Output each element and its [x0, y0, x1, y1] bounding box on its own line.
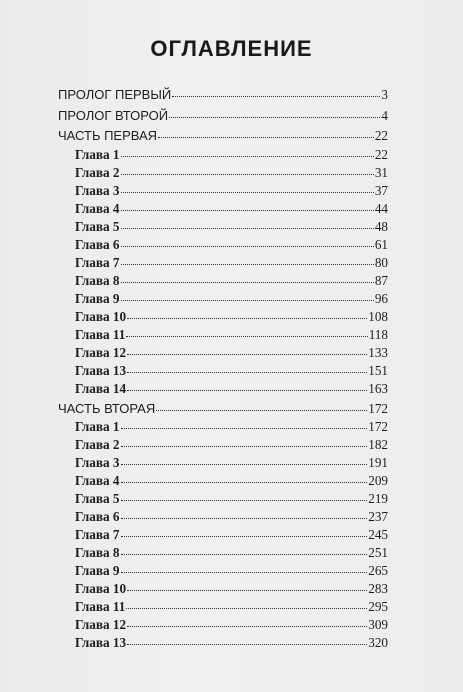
toc-chapter-entry [75, 454, 388, 471]
toc-page-number: 4 [381, 108, 388, 123]
toc-chapter-entry [75, 326, 388, 343]
toc-chapter-entry [75, 490, 388, 507]
toc-entry-label: ЧАСТЬ ПЕРВАЯ [58, 128, 158, 143]
toc-chapter-entry [75, 272, 388, 289]
toc-entry-label: ПРОЛОГ ВТОРОЙ [58, 108, 169, 123]
dot-leader [121, 536, 368, 537]
dot-leader [121, 246, 374, 247]
toc-entry-label: Глава 7 [75, 527, 120, 542]
toc-entry-label: Глава 10 [75, 581, 127, 596]
dot-leader [169, 117, 380, 118]
toc-page-number: 22 [374, 128, 388, 143]
toc-chapter-entry [75, 344, 388, 361]
toc-entry-label: Глава 13 [75, 363, 127, 378]
toc-entry-label: Глава 4 [75, 473, 120, 488]
dot-leader [126, 608, 367, 609]
toc-chapter-entry [75, 580, 388, 597]
toc-chapter-entry [75, 562, 388, 579]
toc-chapter-entry [75, 218, 388, 235]
dot-leader [121, 464, 368, 465]
dot-leader [121, 572, 368, 573]
toc-entry-label: Глава 3 [75, 183, 120, 198]
toc-chapter-entry [75, 290, 388, 307]
toc-chapter-entry [75, 164, 388, 181]
toc-page-number: 61 [374, 237, 388, 252]
toc-chapter-entry [75, 308, 388, 325]
toc-part-entry [58, 86, 388, 103]
toc-page-number: 219 [368, 491, 388, 506]
toc-chapter-entry [75, 362, 388, 379]
dot-leader [158, 137, 374, 138]
dot-leader [121, 428, 368, 429]
toc-page-number: 191 [368, 455, 388, 470]
toc-entry-label: Глава 11 [75, 327, 126, 342]
toc-chapter-entry [75, 182, 388, 199]
toc-page-number: 37 [374, 183, 388, 198]
toc-chapter-entry [75, 254, 388, 271]
dot-leader [121, 282, 374, 283]
toc-chapter-entry [75, 380, 388, 397]
toc-chapter-entry [75, 418, 388, 435]
toc-page-number: 209 [368, 473, 388, 488]
toc-page-number: 108 [368, 309, 388, 324]
toc-chapter-entry [75, 526, 388, 543]
toc-entry-label: Глава 12 [75, 345, 127, 360]
toc-chapter-entry [75, 634, 388, 651]
toc-part-entry [58, 127, 388, 144]
toc-chapter-entry [75, 544, 388, 561]
dot-leader [121, 210, 374, 211]
toc-chapter-entry [75, 616, 388, 633]
toc-entry-label: Глава 5 [75, 491, 120, 506]
toc-page-number: 283 [368, 581, 388, 596]
dot-leader [127, 354, 367, 355]
toc-entry-label: Глава 13 [75, 635, 127, 650]
toc-page-number: 265 [368, 563, 388, 578]
dot-leader [127, 318, 367, 319]
dot-leader [121, 482, 368, 483]
toc-page-number: 87 [374, 273, 388, 288]
dot-leader [121, 156, 374, 157]
toc-entry-label: Глава 9 [75, 291, 120, 306]
toc-chapter-entry [75, 146, 388, 163]
dot-leader [121, 228, 374, 229]
toc-page-number: 31 [374, 165, 388, 180]
dot-leader [172, 96, 380, 97]
dot-leader [121, 264, 374, 265]
dot-leader [126, 336, 367, 337]
toc-entry-label: Глава 7 [75, 255, 120, 270]
toc-page-number: 118 [368, 327, 388, 342]
toc-page-number: 133 [368, 345, 388, 360]
dot-leader [121, 192, 374, 193]
dot-leader [127, 390, 367, 391]
toc-entry-label: ПРОЛОГ ПЕРВЫЙ [58, 87, 172, 102]
toc-entry-label: Глава 3 [75, 455, 120, 470]
toc-entry-label: Глава 4 [75, 201, 120, 216]
toc-page-number: 172 [368, 401, 388, 416]
dot-leader [121, 174, 374, 175]
toc-page-number: 245 [368, 527, 388, 542]
toc-entry-label: Глава 8 [75, 545, 120, 560]
dot-leader [121, 446, 368, 447]
toc-entry-label: Глава 1 [75, 147, 120, 162]
dot-leader [127, 626, 367, 627]
toc-chapter-entry [75, 200, 388, 217]
dot-leader [127, 590, 367, 591]
toc-chapter-entry [75, 508, 388, 525]
toc-page-number: 251 [368, 545, 388, 560]
toc-entry-label: Глава 6 [75, 509, 120, 524]
toc-entry-label: Глава 8 [75, 273, 120, 288]
toc-entry-label: Глава 9 [75, 563, 120, 578]
toc-entry-label: Глава 6 [75, 237, 120, 252]
toc-page-number: 237 [368, 509, 388, 524]
page-title: ОГЛАВЛЕНИЕ [150, 36, 313, 61]
toc-page-number: 295 [368, 599, 388, 614]
dot-leader [121, 518, 368, 519]
dot-leader [127, 644, 367, 645]
toc-page-number: 172 [368, 419, 388, 434]
toc-page-number: 96 [374, 291, 388, 306]
dot-leader [121, 554, 368, 555]
toc-entry-label: Глава 2 [75, 437, 120, 452]
toc-entry-label: Глава 12 [75, 617, 127, 632]
dot-leader [127, 372, 367, 373]
toc-chapter-entry [75, 436, 388, 453]
toc-page-number: 151 [368, 363, 388, 378]
toc-entry-label: Глава 10 [75, 309, 127, 324]
toc-entry-label: Глава 2 [75, 165, 120, 180]
toc-chapter-entry [75, 598, 388, 615]
toc-page-number: 320 [368, 635, 388, 650]
toc-page-number: 80 [374, 255, 388, 270]
toc-page-number: 163 [368, 381, 388, 396]
dot-leader [156, 410, 367, 411]
dot-leader [121, 300, 374, 301]
toc-entry-label: ЧАСТЬ ВТОРАЯ [58, 401, 156, 416]
toc-page-number: 22 [374, 147, 388, 162]
toc-chapter-entry [75, 472, 388, 489]
toc-part-entry [58, 107, 388, 124]
toc-entry-label: Глава 14 [75, 381, 127, 396]
toc-page-number: 309 [368, 617, 388, 632]
toc-chapter-entry [75, 236, 388, 253]
toc-entry-label: Глава 5 [75, 219, 120, 234]
toc-entry-label: Глава 1 [75, 419, 120, 434]
toc-page-number: 182 [368, 437, 388, 452]
toc-entry-label: Глава 11 [75, 599, 126, 614]
toc-page-number: 48 [374, 219, 388, 234]
toc-page-number: 44 [374, 201, 388, 216]
dot-leader [121, 500, 368, 501]
toc-part-entry [58, 400, 388, 417]
toc-page-number: 3 [381, 87, 388, 102]
